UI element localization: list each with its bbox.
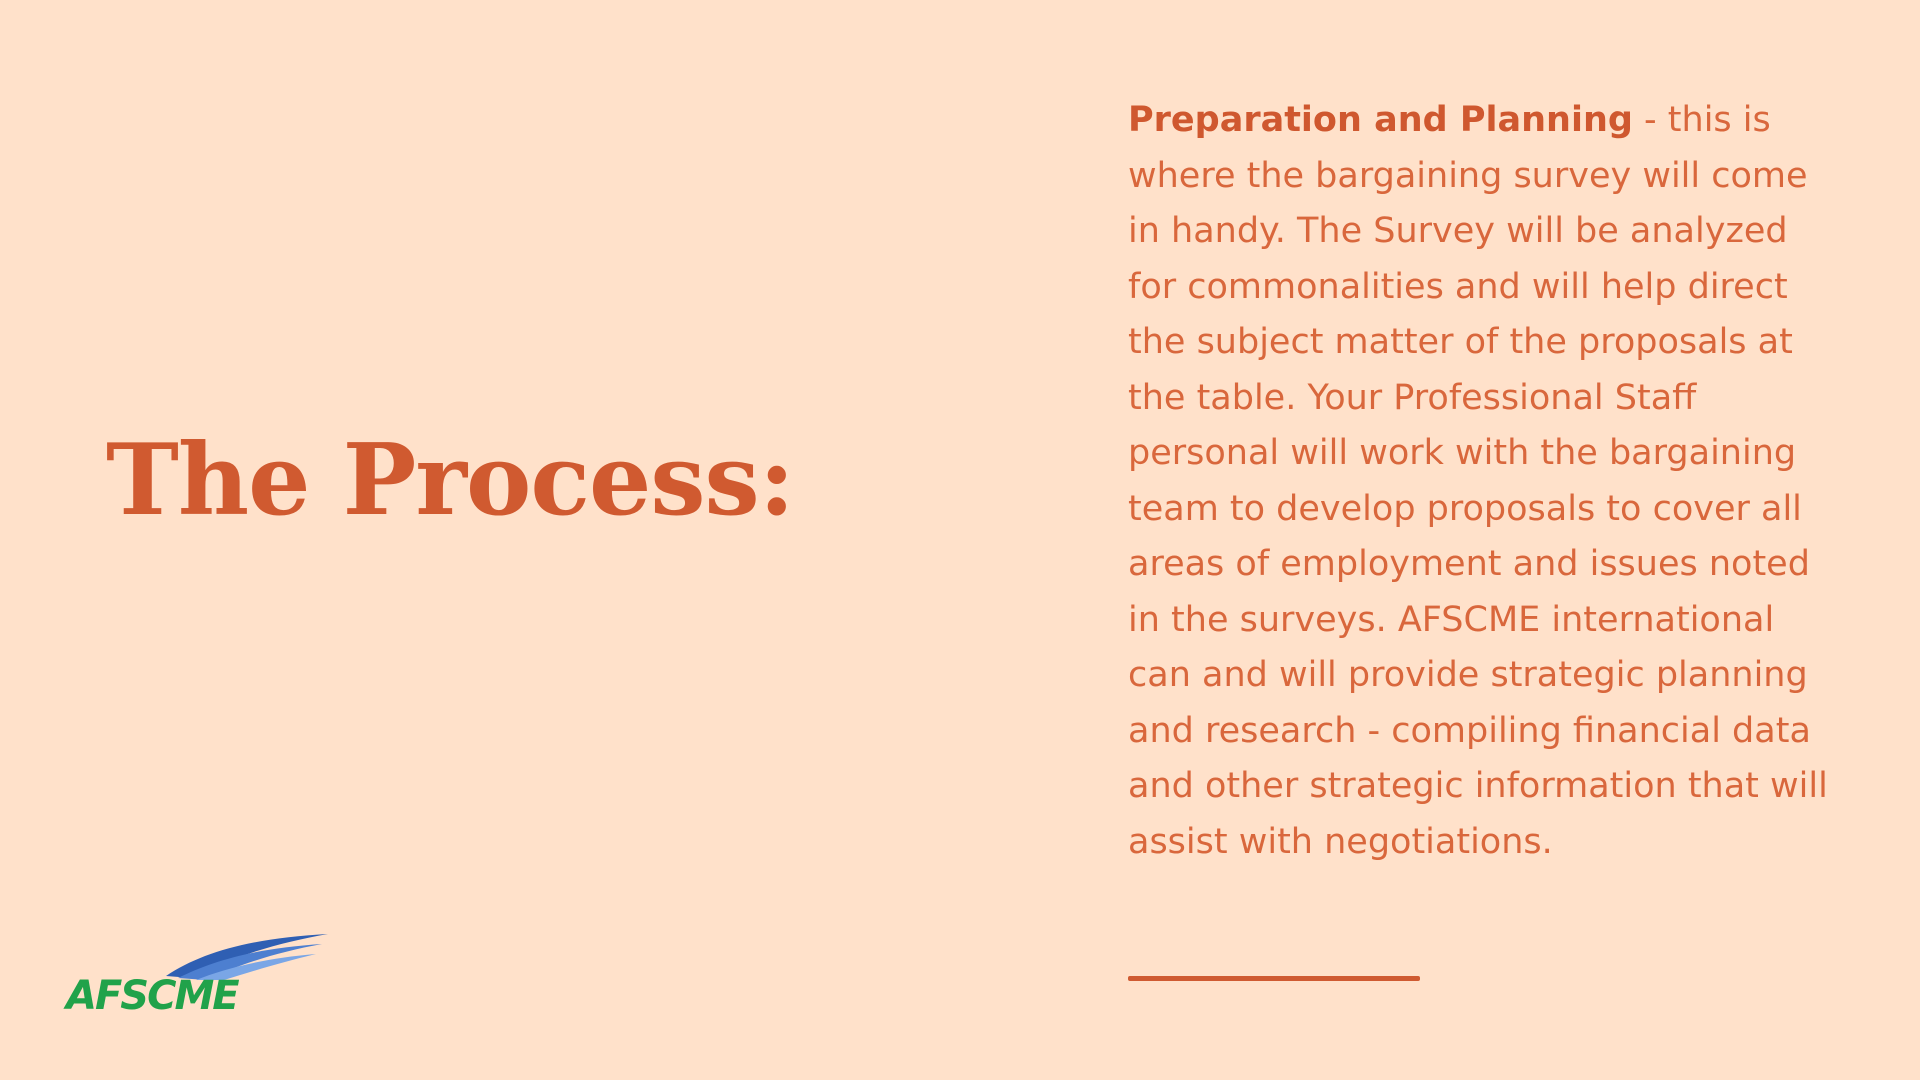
body-text: - this is where the bargaining survey will come in handy. The Survey will be analyzed for commonalities and will help direct the subject matter of the proposals at the table. Your Professional Staff personal will work with the bargaining team to develop proposals to cover all areas of employment and issues noted in the surveys. AFSCME international can and will provide strategic planning and research - compiling financial data and other strategic information that will assist with negotiations.	[1128, 100, 1828, 862]
slide-title: The Process:	[106, 423, 794, 538]
afscme-wordmark: AFSCME	[66, 973, 238, 1019]
body-paragraph	[1128, 93, 1828, 870]
afscme-logo	[66, 932, 266, 1022]
divider-line	[1128, 976, 1420, 981]
body-lead: Preparation and Planning	[1128, 100, 1633, 140]
